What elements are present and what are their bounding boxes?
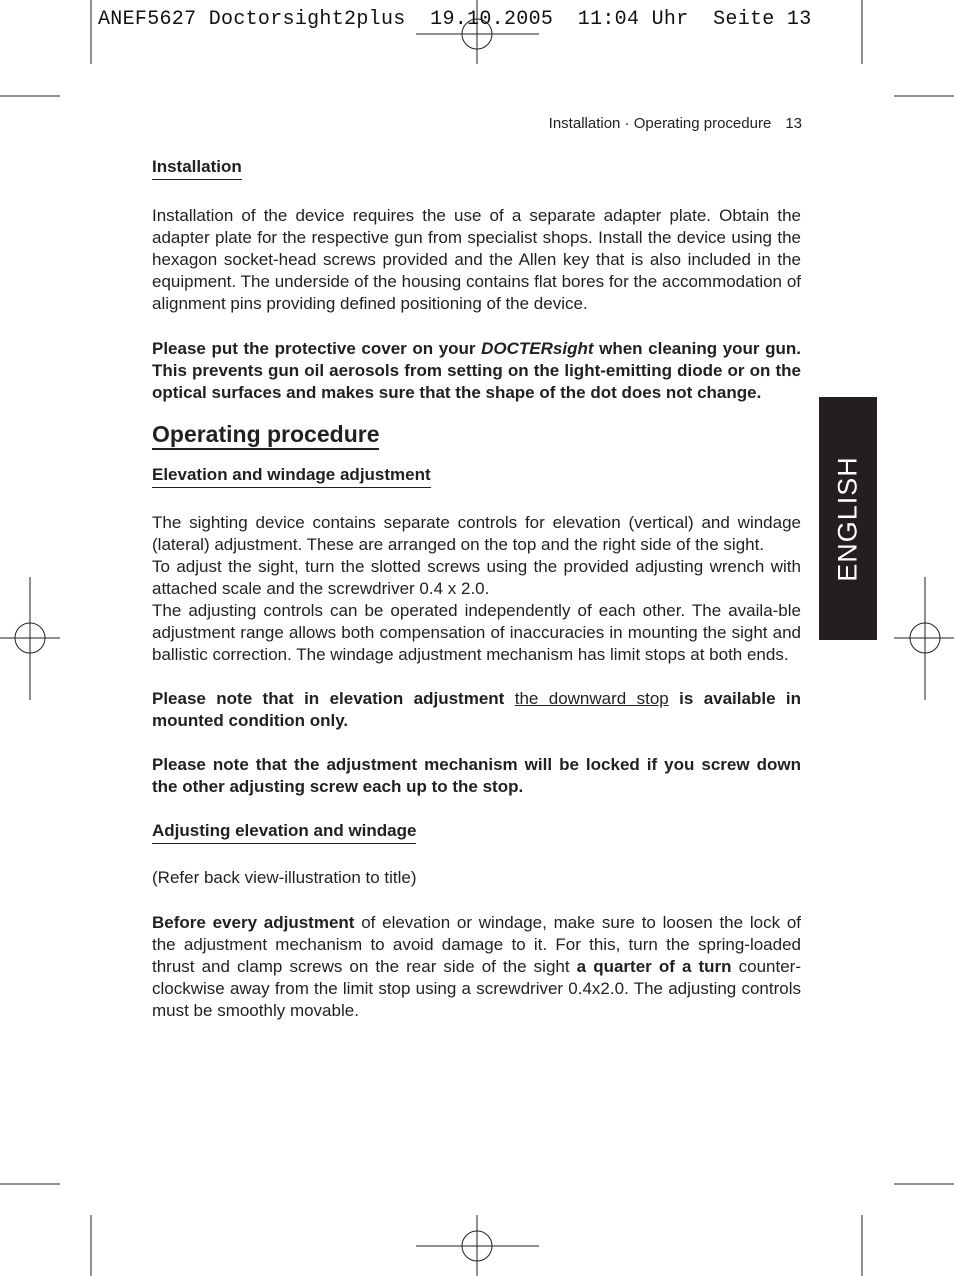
- refer-note: (Refer back view-illustration to title): [152, 868, 417, 887]
- registration-mark-bottom: [416, 1215, 539, 1276]
- elevation-note-text-1: Please note that in elevation adjustment: [152, 689, 515, 708]
- before-adjustment-paragraph: [152, 912, 801, 1022]
- page-number: 13: [785, 115, 802, 132]
- page-body: [152, 156, 801, 1022]
- language-tab: [819, 397, 877, 640]
- operating-paragraph-2: To adjust the sight, turn the slotted screws using the provided adjusting wrench with attached scale and the screwdriver 0.4 x 2.0.: [152, 557, 801, 598]
- elevation-note-text-2: is available in mounted condition only.: [152, 689, 802, 730]
- operating-section: [152, 420, 801, 1022]
- running-head: [500, 115, 802, 132]
- locking-note: Please note that the adjustment mechanism will be locked if you screw down the other adjusting screw each up to the stop.: [152, 755, 801, 796]
- elevation-windage-heading: Elevation and windage adjustment: [152, 464, 431, 488]
- elevation-note: [152, 688, 801, 732]
- before-adjustment-bold: Before every adjustment: [152, 913, 355, 932]
- before-adjustment-text-1: of elevation or windage, make sure to loosen the lock of the adjustment mechanism to avoid damage to it. For this, turn the spring-loaded thrust and clamp screws on the rear side of the sight: [152, 913, 801, 976]
- before-adjustment-text-2: counter-clockwise away from the limit stop using a screwdriver 0.4x2.0. The adjusting controls must be smoothly movable.: [152, 957, 801, 1020]
- registration-mark-right: [894, 577, 954, 700]
- operating-procedure-heading: Operating procedure: [152, 420, 379, 450]
- cleaning-note: [152, 338, 801, 404]
- registration-mark-left: [0, 577, 60, 700]
- cleaning-note-text-2: when cleaning your gun. This prevents gun oil aerosols from setting on the light-emitting diode or on the optical surfaces and makes sure that the shape of the dot does not change.: [152, 339, 801, 402]
- operating-paragraph-3: The adjusting controls can be operated independently of each other. The availa-ble adjustment range allows both compensation of inaccuracies in mounting the sight and ballistic correction. The windage adjustment mechanism has limit stops at both ends.: [152, 601, 801, 664]
- installation-section: [152, 156, 801, 404]
- downward-stop-underlined: the downward stop: [514, 689, 669, 708]
- brand-name: DOCTERsight: [481, 339, 594, 358]
- printer-slug-line: ANEF5627 Doctorsight2plus 19.10.2005 11:04 Uhr Seite 13: [98, 8, 812, 31]
- operating-paragraph-1: The sighting device contains separate controls for elevation (vertical) and windage (lateral) adjustment. These are arranged on the top and the right side of the sight.: [152, 513, 801, 554]
- installation-paragraph: Installation of the device requires the use of a separate adapter plate. Obtain the adapter plate for the respective gun from specialist shops. Install the device using the hexagon socket-head screws provided and the Allen key that is also included in the equipment. The underside of the housing contains flat bores for the accommodation of alignment pins providing defined positioning of the device.: [152, 206, 801, 313]
- installation-heading: Installation: [152, 156, 242, 180]
- quarter-turn-bold: a quarter of a turn: [576, 957, 732, 976]
- adjusting-heading: Adjusting elevation and windage: [152, 820, 416, 844]
- cleaning-note-text-1: Please put the protective cover on your: [152, 339, 482, 358]
- running-head-section: Installation · Operating procedure: [548, 115, 772, 132]
- language-tab-label: ENGLISH: [832, 455, 863, 582]
